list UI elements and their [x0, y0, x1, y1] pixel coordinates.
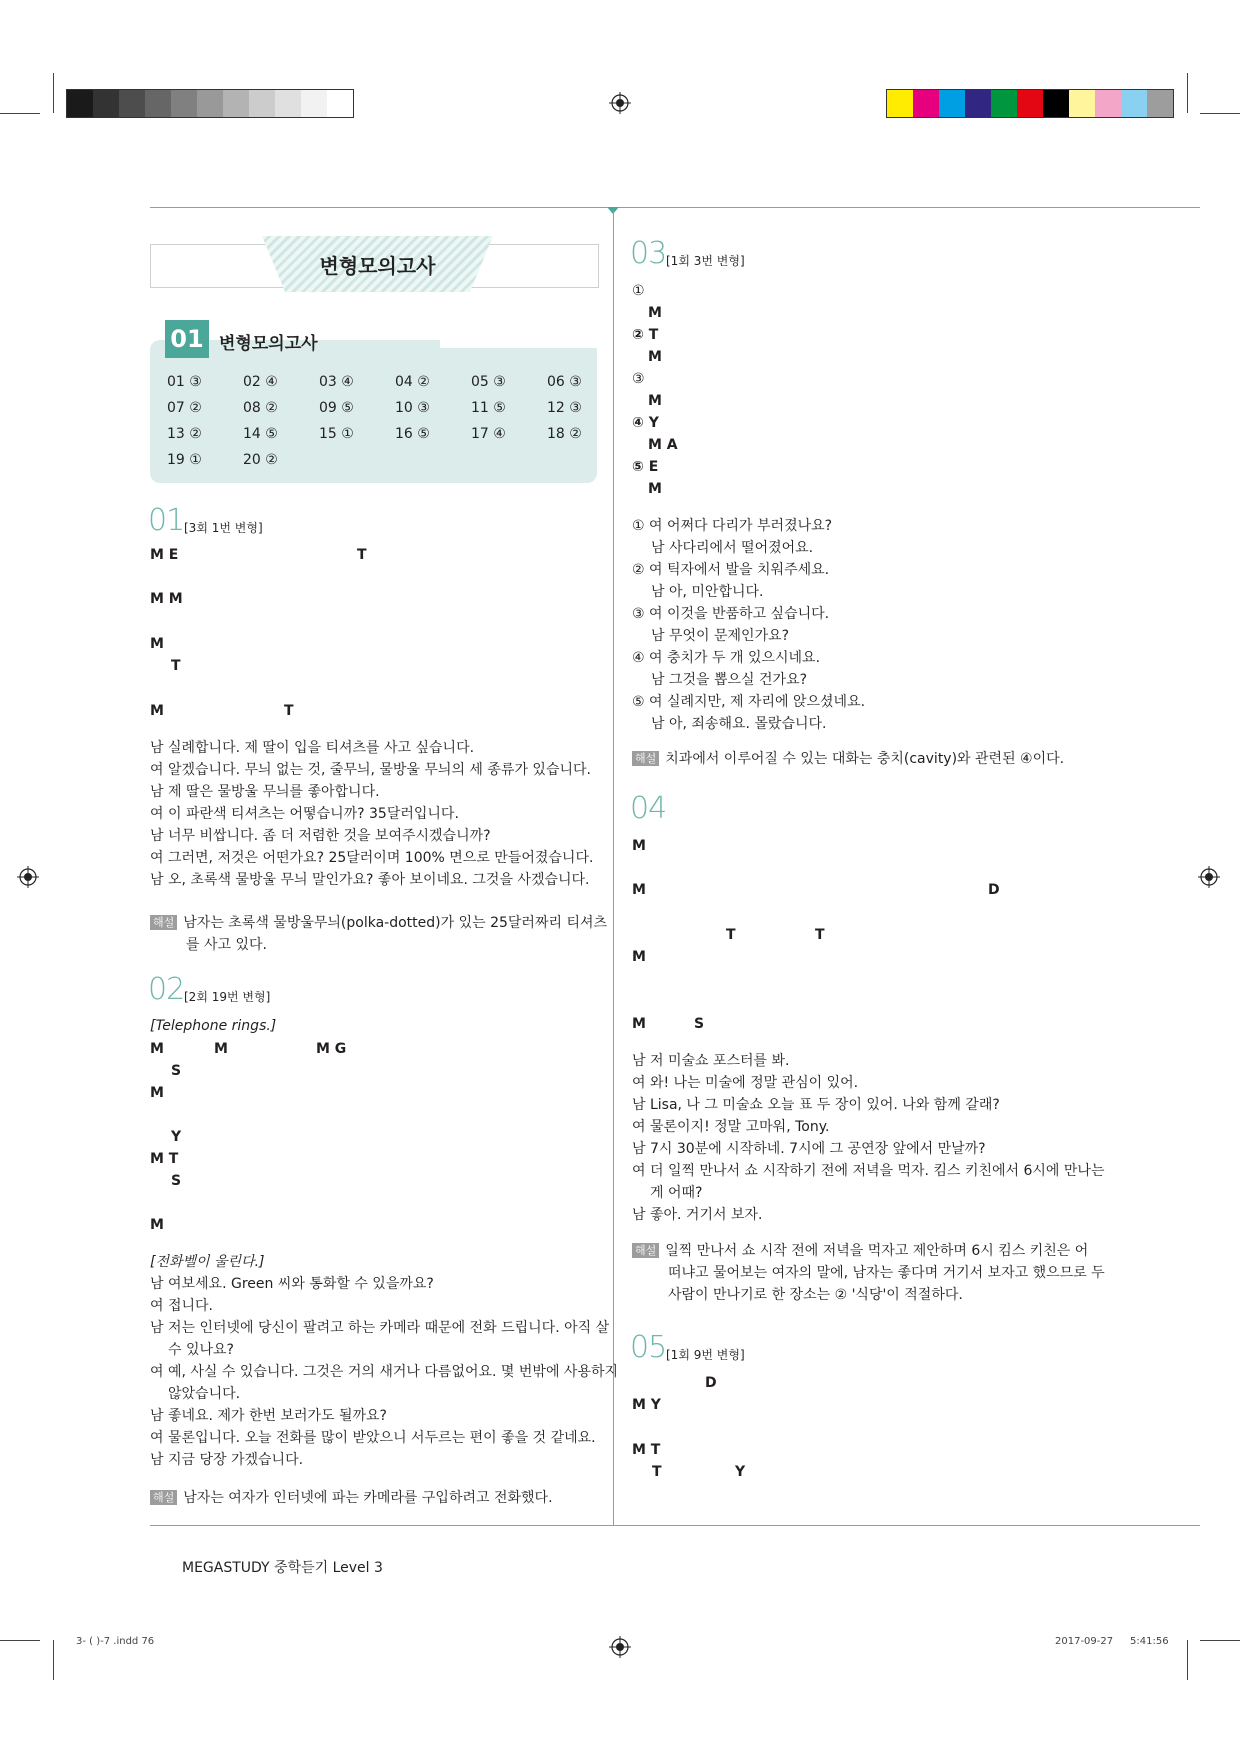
translation-line: 남 여보세요. Green 씨와 통화할 수 있을까요?: [150, 1276, 434, 1292]
script-speaker: M: [214, 1041, 228, 1057]
script-speaker: ② T: [632, 327, 659, 343]
crop-mark: [1200, 113, 1240, 114]
answer-cell: 03 ④: [319, 374, 354, 390]
script-speaker: M T: [632, 1442, 661, 1458]
explanation-continued: 를 사고 있다.: [186, 937, 267, 953]
answer-cell: 16 ⑤: [395, 426, 430, 442]
color-swatch: [197, 90, 223, 117]
page-title: 변형모의고사: [319, 254, 436, 278]
color-swatch: [1017, 90, 1043, 117]
script-speaker: M: [648, 393, 662, 409]
script-speaker: T: [652, 1464, 662, 1480]
answer-cell: 01 ③: [167, 374, 202, 390]
explanation: 해설 남자는 초록색 물방울무늬(polka-dotted)가 있는 25달러짜리 티셔츠: [150, 912, 607, 932]
answer-row: [167, 400, 623, 416]
translation-line: 여 알겠습니다. 무늬 없는 것, 줄무늬, 물방울 무늬의 세 종류가 있습니다.: [150, 762, 591, 778]
color-swatch: [301, 90, 327, 117]
script-speaker: M: [632, 882, 646, 898]
answer-cell: 20 ②: [243, 452, 278, 468]
translation-line: 남 실례합니다. 제 딸이 입을 티셔츠를 사고 싶습니다.: [150, 740, 475, 756]
script-speaker: M: [150, 636, 164, 652]
crop-mark: [0, 113, 40, 114]
translation-line: ④ 여 충치가 두 개 있으시네요.: [632, 650, 821, 666]
answer-cell: 12 ③: [547, 400, 582, 416]
explanation: 해설 일찍 만나서 쇼 시작 전에 저녁을 먹자고 제안하며 6시 킴스 키친은 어: [632, 1240, 1088, 1260]
translation-line: 여 예, 사실 수 있습니다. 그것은 거의 새거나 다름없어요. 몇 번밖에 사용하지: [150, 1364, 619, 1380]
slug-time: 5:41:56: [1130, 1636, 1169, 1647]
answer-row: [167, 374, 623, 390]
translation-line: 남 사다리에서 떨어졌어요.: [651, 540, 814, 556]
script-speaker: M: [150, 703, 164, 719]
translation-line: 남 저 미술쇼 포스터를 봐.: [632, 1053, 790, 1069]
answer-key-badge: 01: [165, 320, 209, 358]
translation-line: ① 여 어쩌다 다리가 부러졌나요?: [632, 518, 833, 534]
script-speaker: D: [705, 1375, 717, 1391]
question-source-tag: [2회 19번 변형]: [184, 990, 271, 1004]
answer-cell: 07 ②: [167, 400, 202, 416]
color-swatch: [1095, 90, 1121, 117]
choice-number: ③: [632, 371, 645, 387]
answer-cell: 18 ②: [547, 426, 582, 442]
script-speaker: M: [648, 481, 662, 497]
color-swatch: [913, 90, 939, 117]
top-rule: [150, 207, 1200, 208]
translation-line: 게 어때?: [650, 1185, 703, 1201]
question-number: 05: [630, 1330, 667, 1365]
script-speaker: M: [150, 1085, 164, 1101]
color-swatch: [939, 90, 965, 117]
stage-direction-ko: [전화벨이 울린다.]: [150, 1254, 265, 1270]
explanation: 해설 치과에서 이루어질 수 있는 대화는 충치(cavity)와 관련된 ④이다.: [632, 748, 1064, 768]
script-speaker: Y: [735, 1464, 746, 1480]
question-number: 02: [148, 972, 185, 1007]
explanation-continued: 사람이 만나기로 한 장소는 ② '식당'이 적절하다.: [668, 1287, 963, 1303]
color-swatch: [145, 90, 171, 117]
color-swatch: [67, 90, 93, 117]
script-speaker: M: [632, 949, 646, 965]
script-speaker: T: [171, 658, 181, 674]
grayscale-color-bar: [66, 89, 354, 118]
script-speaker: S: [171, 1063, 182, 1079]
crop-mark: [0, 1640, 40, 1641]
explanation: 해설 남자는 여자가 인터넷에 파는 카메라를 구입하려고 전화했다.: [150, 1487, 553, 1507]
answer-cell: 06 ③: [547, 374, 582, 390]
color-swatch: [887, 90, 913, 117]
question-source-tag: [3회 1번 변형]: [184, 521, 263, 535]
script-speaker: M: [150, 1041, 164, 1057]
translation-line: ② 여 틱자에서 발을 치워주세요.: [632, 562, 830, 578]
question-number: 04: [630, 791, 667, 826]
color-swatch: [119, 90, 145, 117]
color-swatch: [1069, 90, 1095, 117]
color-swatch: [275, 90, 301, 117]
answer-cell: 08 ②: [243, 400, 278, 416]
script-speaker: T: [284, 703, 294, 719]
explanation-continued: 떠냐고 물어보는 여자의 말에, 남자는 좋다며 거기서 보자고 했으므로 두: [668, 1265, 1105, 1281]
script-speaker: M G: [316, 1041, 347, 1057]
answer-cell: 19 ①: [167, 452, 202, 468]
answer-row: [167, 452, 319, 468]
color-swatch: [171, 90, 197, 117]
translation-line: 남 좋아. 거기서 보자.: [632, 1207, 763, 1223]
crop-mark: [1187, 1640, 1188, 1680]
slug-filename: 3- ( )-7 .indd 76: [76, 1636, 155, 1647]
script-speaker: M: [632, 1016, 646, 1032]
script-speaker: ④ Y: [632, 415, 659, 431]
registration-mark-icon: [609, 1636, 631, 1658]
process-color-bar: [886, 89, 1174, 118]
registration-mark-icon: [609, 92, 631, 114]
translation-line: 여 물론입니다. 오늘 전화를 많이 받았으니 서두르는 편이 좋을 것 같네요.: [150, 1430, 596, 1446]
answer-cell: 13 ②: [167, 426, 202, 442]
script-speaker: T: [726, 927, 736, 943]
translation-line: 남 저는 인터넷에 당신이 팔려고 하는 카메라 때문에 전화 드립니다. 아직 살: [150, 1320, 610, 1336]
translation-line: 수 있나요?: [168, 1342, 234, 1358]
registration-mark-icon: [17, 866, 39, 888]
question-number: 03: [630, 236, 667, 271]
answer-cell: 11 ⑤: [471, 400, 506, 416]
translation-line: 남 아, 미안합니다.: [651, 584, 764, 600]
translation-line: 여 접니다.: [150, 1298, 213, 1314]
script-speaker: S: [694, 1016, 705, 1032]
explanation-badge: 해설: [150, 915, 177, 930]
explanation-badge: 해설: [150, 1490, 177, 1505]
answer-cell: 04 ②: [395, 374, 430, 390]
answer-cell: 17 ④: [471, 426, 506, 442]
translation-line: 남 Lisa, 나 그 미술쇼 오늘 표 두 장이 있어. 나와 함께 갈래?: [632, 1097, 1000, 1113]
answer-cell: 05 ③: [471, 374, 506, 390]
question-number: 01: [148, 503, 185, 538]
translation-line: 남 그것을 뽑으실 건가요?: [651, 672, 808, 688]
answer-cell: 02 ④: [243, 374, 278, 390]
answer-cell: 15 ①: [319, 426, 354, 442]
translation-line: 않았습니다.: [168, 1386, 241, 1402]
translation-line: 남 아, 죄송해요. 몰랐습니다.: [651, 716, 827, 732]
translation-line: 여 그러면, 저것은 어떤가요? 25달러이며 100% 면으로 만들어졌습니다.: [150, 850, 594, 866]
script-speaker: M: [648, 349, 662, 365]
script-speaker: M M: [150, 591, 183, 607]
crop-mark: [53, 73, 54, 113]
question-source-tag: [1회 9번 변형]: [666, 1348, 745, 1362]
color-swatch: [991, 90, 1017, 117]
translation-line: 여 와! 나는 미술에 정말 관심이 있어.: [632, 1075, 859, 1091]
answer-cell: 14 ⑤: [243, 426, 278, 442]
crop-mark: [1187, 73, 1188, 113]
translation-line: 여 더 일찍 만나서 쇼 시작하기 전에 저녁을 먹자. 킴스 키친에서 6시에 만나는: [632, 1163, 1105, 1179]
translation-line: ⑤ 여 실례지만, 제 자리에 앉으셨네요.: [632, 694, 866, 710]
explanation-badge: 해설: [632, 751, 659, 766]
color-swatch: [249, 90, 275, 117]
script-speaker: M: [632, 838, 646, 854]
translation-line: 남 제 딸은 물방울 무늬를 좋아합니다.: [150, 784, 380, 800]
answer-cell: 10 ③: [395, 400, 430, 416]
question-source-tag: [1회 3번 변형]: [666, 254, 745, 268]
answer-row: [167, 426, 623, 442]
color-swatch: [965, 90, 991, 117]
script-speaker: M Y: [632, 1397, 661, 1413]
registration-mark-icon: [1198, 866, 1220, 888]
answer-cell: 09 ⑤: [319, 400, 354, 416]
script-speaker: D: [988, 882, 1000, 898]
script-speaker: ⑤ E: [632, 459, 659, 475]
choice-number: ①: [632, 283, 645, 299]
bottom-rule: [150, 1525, 1200, 1526]
script-speaker: T: [357, 547, 367, 563]
script-speaker: S: [171, 1173, 182, 1189]
color-swatch: [327, 90, 353, 117]
script-speaker: M T: [150, 1151, 179, 1167]
crop-mark: [53, 1640, 54, 1680]
translation-line: 남 오, 초록색 물방울 무늬 말인가요? 좋아 보이네요. 그것을 사겠습니다.: [150, 872, 590, 888]
explanation-badge: 해설: [632, 1243, 659, 1258]
translation-line: 남 좋네요. 제가 한번 보러가도 될까요?: [150, 1408, 387, 1424]
script-speaker: Y: [171, 1129, 182, 1145]
answer-key-title: 변형모의고사: [219, 334, 318, 354]
script-speaker: T: [815, 927, 825, 943]
translation-line: 여 이 파란색 티셔츠는 어떻습니까? 35달러입니다.: [150, 806, 459, 822]
script-speaker: M: [150, 1217, 164, 1233]
crop-mark: [1200, 1640, 1240, 1641]
slug-date: 2017-09-27: [1055, 1636, 1114, 1647]
color-swatch: [1121, 90, 1147, 117]
script-speaker: M: [648, 305, 662, 321]
translation-line: 남 7시 30분에 시작하네. 7시에 그 공연장 앞에서 만날까?: [632, 1141, 986, 1157]
script-speaker: M E: [150, 547, 179, 563]
translation-line: 남 너무 비쌉니다. 좀 더 저렴한 것을 보여주시겠습니까?: [150, 828, 491, 844]
translation-line: 남 무엇이 문제인가요?: [651, 628, 790, 644]
color-swatch: [223, 90, 249, 117]
page-footer: MEGASTUDY 중학듣기 Level 3: [182, 1560, 383, 1576]
translation-line: 여 물론이지! 정말 고마워, Tony.: [632, 1119, 830, 1135]
color-swatch: [1147, 90, 1173, 117]
translation-line: ③ 여 이것을 반품하고 싶습니다.: [632, 606, 830, 622]
translation-line: 남 지금 당장 가겠습니다.: [150, 1452, 304, 1468]
script-speaker: M A: [648, 437, 678, 453]
stage-direction: [Telephone rings.]: [150, 1018, 277, 1034]
color-swatch: [1043, 90, 1069, 117]
color-swatch: [93, 90, 119, 117]
